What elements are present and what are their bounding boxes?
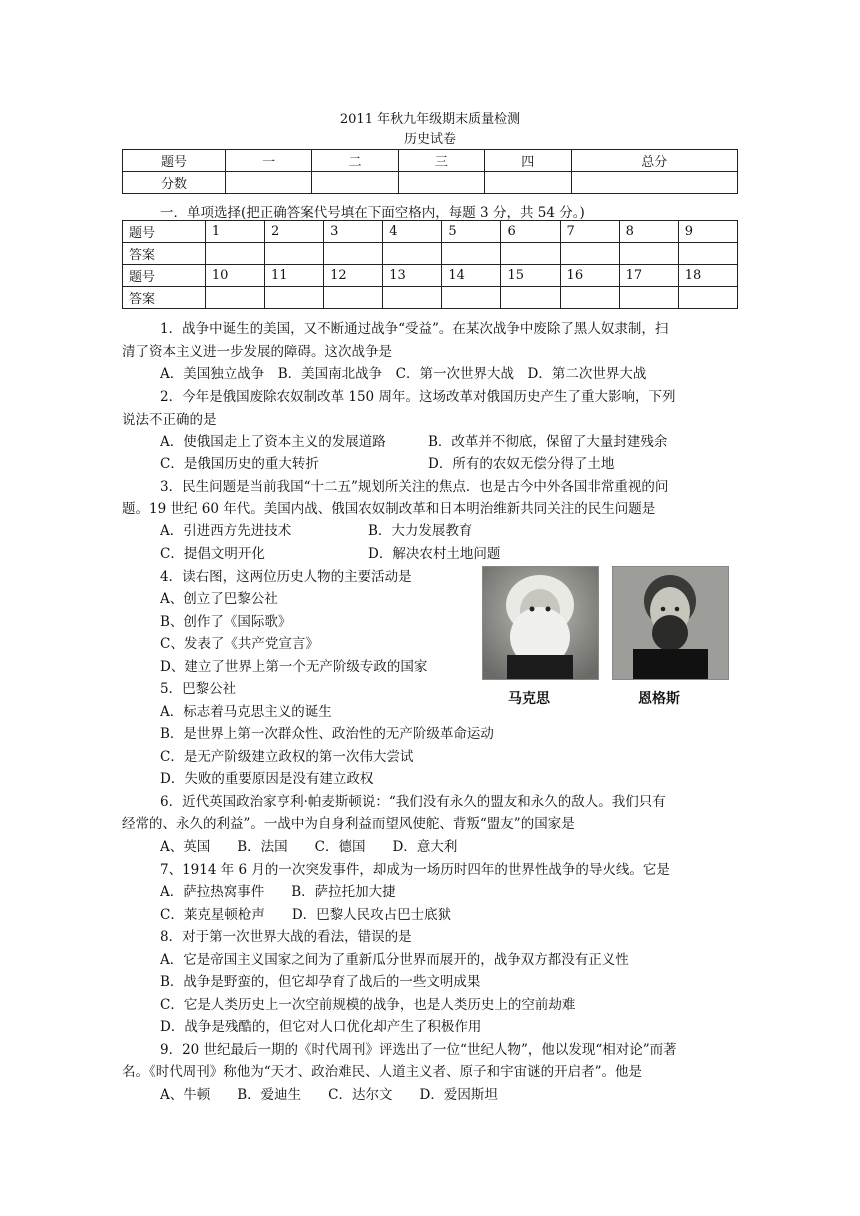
question-number: 10 <box>205 265 264 287</box>
score-input-cell[interactable] <box>226 172 312 194</box>
score-cell: 三 <box>398 150 484 172</box>
answer-cell[interactable] <box>678 243 737 265</box>
question-2-stem: 2．今年是俄国废除农奴制改革 150 周年。这场改革对俄国历史产生了重大影响，下列 <box>160 389 676 405</box>
question-7-options-cd: C．莱克星顿枪声 D．巴黎人民攻占巴士底狱 <box>160 907 452 923</box>
question-number: 1 <box>205 221 264 243</box>
answer-cell[interactable] <box>442 243 501 265</box>
question-9-options: A、牛顿 B．爱迪生 C．达尔文 D．爱因斯坦 <box>160 1087 498 1103</box>
question-number: 7 <box>560 221 619 243</box>
question-4-option-b: B、创作了《国际歌》 <box>160 614 292 630</box>
answer-cell[interactable] <box>619 287 678 309</box>
score-table <box>122 149 738 194</box>
question-1-options: A．美国独立战争 B．美国南北战争 C．第一次世界大战 D．第二次世界大战 <box>160 366 647 382</box>
answer-cell[interactable] <box>560 243 619 265</box>
question-5-option-c: C．是无产阶级建立政权的第一次伟大尝试 <box>160 749 414 765</box>
question-5-option-d: D．失败的重要原因是没有建立政权 <box>160 771 374 787</box>
question-number: 11 <box>265 265 324 287</box>
question-4-stem: 4．读右图，这两位历史人物的主要活动是 <box>160 569 412 585</box>
question-number: 14 <box>442 265 501 287</box>
answer-table-arow <box>123 243 738 265</box>
score-table-header-row <box>123 150 738 172</box>
answer-cell[interactable] <box>560 287 619 309</box>
question-4-option-a: A、创立了巴黎公社 <box>160 591 278 607</box>
question-number: 12 <box>324 265 383 287</box>
answer-cell[interactable] <box>265 287 324 309</box>
answer-table-qrow <box>123 221 738 243</box>
question-7-options-ab: A．萨拉热窝事件 B．萨拉托加大捷 <box>160 884 396 900</box>
answer-cell[interactable] <box>324 243 383 265</box>
question-2-option-c: C．是俄国历史的重大转折 <box>160 456 319 472</box>
question-9-stem: 9．20 世纪最后一期的《时代周刊》评选出了一位“世纪人物”，他以发现“相对论”而著 <box>160 1042 677 1058</box>
portraits-figure <box>478 566 728 716</box>
question-3-option-c: C．提倡文明开化 <box>160 546 265 562</box>
question-5-option-a: A．标志着马克思主义的诞生 <box>160 704 332 720</box>
answer-cell[interactable] <box>501 243 560 265</box>
answer-table-arow <box>123 287 738 309</box>
caption-marx: 马克思 <box>508 691 550 707</box>
question-2-option-b: B．改革并不彻底，保留了大量封建残余 <box>428 434 668 450</box>
question-9-stem-cont: 名。《时代周刊》称他为“天才、政治难民、人道主义者、原子和宇宙谜的开启者”。他是 <box>122 1064 643 1080</box>
engels-portrait <box>612 566 729 680</box>
answer-cell[interactable] <box>619 243 678 265</box>
question-8-stem: 8．对于第一次世界大战的看法，错误的是 <box>160 929 412 945</box>
question-number: 13 <box>383 265 442 287</box>
answer-cell[interactable] <box>501 287 560 309</box>
answer-table <box>122 220 738 309</box>
question-1-stem-cont: 清了资本主义进一步发展的障碍。这次战争是 <box>122 344 392 360</box>
question-number: 16 <box>560 265 619 287</box>
answer-cell[interactable] <box>265 243 324 265</box>
answer-cell[interactable] <box>324 287 383 309</box>
question-8-option-d: D．战争是残酷的，但它对人口优化却产生了积极作用 <box>160 1019 482 1035</box>
question-3-option-b: B．大力发展教育 <box>368 523 473 539</box>
question-6-stem-cont: 经常的、永久的利益”。一战中为自身利益而望风使舵、背叛“盟友”的国家是 <box>122 816 575 832</box>
question-5-option-b: B．是世界上第一次群众性、政治性的无产阶级革命运动 <box>160 726 494 742</box>
question-8-option-a: A．它是帝国主义国家之间为了重新瓜分世界而展开的，战争双方都没有正义性 <box>160 952 629 968</box>
exam-subtitle: 历史试卷 <box>403 132 456 147</box>
answer-cell[interactable] <box>383 287 442 309</box>
question-number: 8 <box>619 221 678 243</box>
score-input-cell[interactable] <box>312 172 398 194</box>
score-table-score-row <box>123 172 738 194</box>
row-label: 答案 <box>123 287 206 309</box>
question-4-option-c: C、发表了《共产党宣言》 <box>160 636 319 652</box>
score-row-label: 分数 <box>123 172 226 194</box>
caption-engels: 恩格斯 <box>638 691 680 707</box>
question-2-stem-cont: 说法不正确的是 <box>122 412 217 428</box>
question-number: 6 <box>501 221 560 243</box>
question-number: 3 <box>324 221 383 243</box>
question-7-stem: 7、1914 年 6 月的一次突发事件，却成为一场历时四年的世界性战争的导火线。它是 <box>160 862 670 878</box>
question-6-stem: 6．近代英国政治家亨利·帕麦斯顿说：“我们没有永久的盟友和永久的敌人。我们只有 <box>160 794 666 810</box>
score-input-cell[interactable] <box>485 172 571 194</box>
question-8-option-b: B．战争是野蛮的，但它却孕育了战后的一些文明成果 <box>160 974 481 990</box>
section-heading: 一．单项选择(把正确答案代号填在下面空格内，每题 3 分，共 54 分。) <box>160 205 585 221</box>
score-input-cell[interactable] <box>571 172 738 194</box>
answer-cell[interactable] <box>442 287 501 309</box>
question-number: 15 <box>501 265 560 287</box>
question-8-option-c: C．它是人类历史上一次空前规模的战争，也是人类历史上的空前劫难 <box>160 997 576 1013</box>
question-number: 18 <box>678 265 737 287</box>
row-label: 答案 <box>123 243 206 265</box>
row-label: 题号 <box>123 265 206 287</box>
score-cell: 二 <box>312 150 398 172</box>
answer-cell[interactable] <box>383 243 442 265</box>
answer-cell[interactable] <box>678 287 737 309</box>
question-1-stem: 1．战争中诞生的美国，又不断通过战争“受益”。在某次战争中废除了黑人奴隶制，扫 <box>160 321 669 337</box>
answer-cell[interactable] <box>205 243 264 265</box>
question-3-stem: 3．民生问题是当前我国“十二五”规划所关注的焦点．也是古今中外各国非常重视的问 <box>160 479 669 495</box>
question-3-option-d: D．解决农村土地问题 <box>368 546 501 562</box>
question-3-option-a: A．引进西方先进技术 <box>160 523 292 539</box>
score-cell: 总分 <box>571 150 738 172</box>
marx-portrait <box>482 566 599 680</box>
score-cell: 题号 <box>123 150 226 172</box>
exam-title: 2011 年秋九年级期末质量检测 <box>339 112 521 127</box>
score-input-cell[interactable] <box>398 172 484 194</box>
question-number: 9 <box>678 221 737 243</box>
answer-table-qrow <box>123 265 738 287</box>
question-number: 5 <box>442 221 501 243</box>
question-2-option-a: A．使俄国走上了资本主义的发展道路 <box>160 434 386 450</box>
question-2-option-d: D．所有的农奴无偿分得了土地 <box>428 456 615 472</box>
question-number: 17 <box>619 265 678 287</box>
question-5-stem: 5．巴黎公社 <box>160 681 237 697</box>
score-cell: 一 <box>226 150 312 172</box>
question-3-stem-cont: 题。19 世纪 60 年代。美国内战、俄国农奴制改革和日本明治维新共同关注的民生问题是 <box>122 501 656 517</box>
answer-cell[interactable] <box>205 287 264 309</box>
question-number: 2 <box>265 221 324 243</box>
row-label: 题号 <box>123 221 206 243</box>
score-cell: 四 <box>485 150 571 172</box>
question-4-option-d: D、建立了世界上第一个无产阶级专政的国家 <box>160 659 428 675</box>
question-number: 4 <box>383 221 442 243</box>
question-6-options: A、英国 B．法国 C．德国 D．意大利 <box>160 839 458 855</box>
